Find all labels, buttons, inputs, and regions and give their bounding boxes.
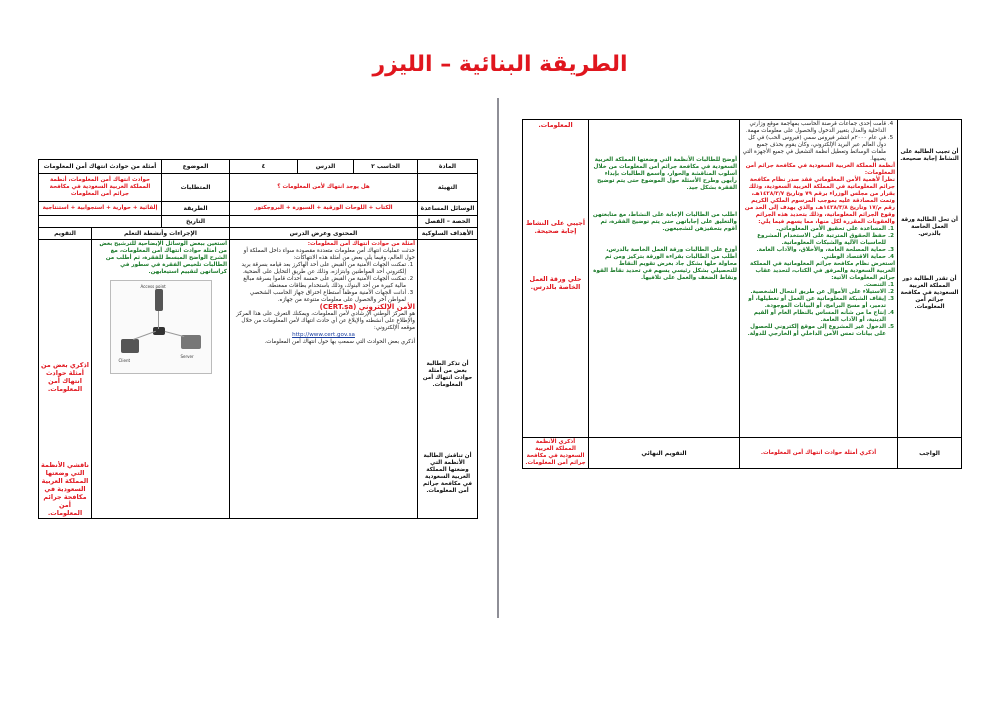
- eval-b: حلي ورقة العمل الخاصة بالدرس.: [529, 275, 582, 291]
- procedures-cell-right: [589, 120, 740, 438]
- content-item: 2. تمكنت الجهات الأمنية من القبض على خمسة أحداث قاموا بسرقة مبالغ مالية كبيرة من أحد البنوك، وذلك باستخدام بطاقات ممغنطة.: [232, 276, 406, 290]
- evaluation-cell: [39, 240, 92, 519]
- lesson-plan-table-left: [38, 159, 478, 519]
- content-item: 4. قامت إحدى جماعات قرصنة الحاسب بمهاجمة موقع وزارتي الداخلية والعدل بتغيير الدخول والحصول على معلومات مهمة.: [742, 121, 886, 135]
- law-goal: 2. حفظ الحقوق المترتبة على الاستخدام المشروع للحاسبات الآلية والشبكات المعلوماتية.: [742, 233, 886, 247]
- diagram-label: Client: [118, 358, 131, 363]
- page-divider: [497, 98, 499, 618]
- content-list: [232, 262, 415, 304]
- topic-value: أمثلة من حوادث انتهاك أمن المعلومات: [39, 160, 162, 174]
- content-header: المحتوى وعرض الدرس: [230, 228, 418, 240]
- goals-header: الأهداف السلوكية: [418, 228, 478, 240]
- cert-closing: أذكري بعض الحوادث التي سمعتِ بها حول انتهاك أمن المعلومات.: [264, 339, 416, 345]
- goal-b: أن تحل الطالبة ورقة العمل الخاصة بالدرس.: [901, 217, 958, 237]
- access-point-icon: [155, 289, 163, 311]
- goal-1: أن تذكر الطالبة بعض من أمثلة حوادث انتهاك أمن المعلومات.: [422, 361, 473, 388]
- penalties-list: [742, 282, 895, 338]
- goal-c: أن تقدر الطالبة دور المملكة العربية السعودية في مكافحة جرائم أمن المعلومات.: [900, 276, 959, 310]
- content-item: 1. تمكنت الجهات الأمنية من القبض على أحد الهاكرز بعد قيامه بسرقة بريد إلكتروني أحد المواطنين وابتزازه، وذلك عن طريق التحايل على الضحية.: [232, 262, 406, 276]
- page-title: الطريقة البنائية – الليزر: [372, 52, 628, 77]
- diagram-label: Server: [180, 354, 194, 359]
- requirements-label: المتطلبات: [162, 174, 230, 202]
- goal-a: أن تجيب الطالبة على النشاط إجابة صحيحة.: [900, 149, 959, 162]
- client-pc-icon: [121, 339, 139, 353]
- eval-top: المعلومات.: [538, 121, 573, 129]
- homework-label: الواجب: [898, 438, 962, 469]
- procedure-text: استعين ببعض الوسائل الإيضاحية للترشيح بعض من أمثلة حوادث انتهاك أمن المعلومات، مع الشرح الواضح المبسط للفقرة، ثم أطلب من الطالبات تلخيص الفقرة في سطور في كراساتهن لتقييم استيعابهن.: [99, 241, 228, 275]
- final-eval-value: أذكري أمثلة حوادث انتهاك أمن المعلومات.: [740, 438, 898, 469]
- cert-link[interactable]: http://www.cert.gov.sa: [292, 332, 355, 338]
- procedures-cell: [92, 240, 230, 519]
- final-eval-label: التقويم النهائي: [589, 438, 740, 469]
- law-goal: 3. حماية المصلحة العامة، والأخلاق، والآداب العامة.: [742, 247, 886, 254]
- lesson-label: الدرس: [298, 160, 354, 174]
- evaluation-header: التقويم: [39, 228, 92, 240]
- law-goal: 1. المساعدة على تحقيق الأمن المعلوماتي.: [742, 226, 886, 233]
- closing-value: أذكري الأنظمة المملكة العربية السعودية في مكافحة جرائم أمن المعلومات.: [523, 438, 589, 469]
- eval-1: اذكري بعض من أمثلة حوادث انتهاك أمن المعلومات.: [41, 361, 89, 393]
- method-label: الطريقة: [162, 202, 230, 216]
- content-item: 3. أدانت الجهات الأمنية موظفاً استطاع اختراق جهاز الحاسب الشخصي لمواطن آخر والحصول على معلومات متنوعة من جهازه.: [232, 290, 406, 304]
- subject-value: الحاسب ٢: [354, 160, 418, 174]
- eval-2: ناقشي الأنظمة التي وضعتها المملكة العربية السعودية في مكافحة جرائم أمن المعلومات.: [41, 461, 89, 517]
- lesson-value: ٤: [230, 160, 298, 174]
- penalty-item: 3. إيقاف الشبكة المعلوماتية عن العمل أو تعطيلها، أو تدمير، أو مسح البرامج، أو البيانات الموجودة.: [742, 296, 886, 310]
- content-cell-right: [740, 120, 898, 438]
- link-line: [164, 331, 184, 337]
- intro-value: هل يوجد انتهاك لأمن المعلومات ؟: [230, 174, 418, 202]
- diagram-label: Access point: [140, 284, 166, 289]
- goals-cell: [418, 240, 478, 519]
- class-label: الحصة – الفصل: [418, 216, 478, 228]
- penalty-item: 5. الدخول غير المشروع إلى موقع إلكتروني للحصول على بيانات تمس الأمن الداخلي أو الخارجي للدولة.: [742, 324, 886, 338]
- subject-label: المادة: [418, 160, 478, 174]
- link-line: [158, 311, 159, 329]
- content-item: 5. في عام ٢٠٠٠م انتشر فيروس سمي (فيروس الحب) في كل دول العالم عبر البريد الإلكتروني، وكان يقوم بحذف جميع ملفات الوسائط وتعطيل أنظمة التشغيل في جميع الأجهزة التي يصيبها.: [742, 135, 886, 163]
- evaluation-cell-right: [523, 120, 589, 438]
- procedure-2: اطلب من الطالبات الإجابة على النشاط، مع متابعتهن والتعليق على إجاباتهن حتى يتم توضيح الفقرة، ثم أقوم بتحفيزهن لتشجيعهن.: [592, 212, 737, 232]
- content-cell: [230, 240, 418, 519]
- link-line: [133, 331, 156, 340]
- procedure-3: أوزع على الطالبات ورقة العمل الخاصة بالدرس، أطلب من الطالبات بقراءة الورقة بتركيز ومن ثم محاولة حلها بشكل جاد بغرض تقويم النقاط للتحصيلي بشكل رئيسي يسهم في تحديد نقاط القوة ونقاط الضعف والعمل على تلافيها.: [593, 247, 737, 281]
- procedures-header: الإجراءات وأنشطة التعلم: [92, 228, 230, 240]
- penalty-item: 4. إنتاج ما من شأنه المساس بالنظام العام أو القيم الدينية، أو الآداب العامة.: [742, 310, 886, 324]
- method-value: إلقائية + حوارية + استجوابية + استنتاجية: [39, 202, 162, 216]
- cert-title: الأمن الإلكتروني (CERT.sa): [319, 303, 416, 311]
- law-goal: 4. حماية الاقتصاد الوطني.: [742, 254, 886, 261]
- topic-label: الموضوع: [162, 160, 230, 174]
- penalty-item: 1. التنصت.: [742, 282, 886, 289]
- lesson-plan-table-right: [522, 119, 962, 469]
- goals-cell-right: [898, 120, 962, 438]
- eval-a: أجيبي على النشاط إجابة صحيحة.: [525, 219, 586, 235]
- laws-heading: أنظمة المملكة العربية السعودية في مكافحة جرائم أمن المعلومات:: [745, 163, 895, 176]
- content-heading: أمثلة من حوادث انتهاك أمن المعلومات:: [307, 241, 416, 247]
- penalties-text: استعرض نظام مكافحة جرائم المعلوماتية في المملكة العربية السعودية والمرفق في الكتاب، لتحديد عقاب جرائم المعلومات الآتية:: [750, 261, 895, 281]
- date-label: التاريخ: [162, 216, 230, 228]
- penalty-item: 2. الاستيلاء على الأموال عن طريق انتحال الشخصية.: [742, 289, 886, 296]
- procedure-1: أوضح للطالبات الأنظمة التي وضعتها المملكة العربية السعودية في مكافحة جرائم أمن المعلومات من خلال أسلوب المناقشة والحوار، وأسمع الطالبات بإبداء رأيهن وطرح الأسئلة حول الموضوع حتى يتم توضيح الفقرة بشكل جيد.: [593, 157, 737, 191]
- goal-2: أن تناقش الطالبة الأنظمة التي وضعتها المملكة العربية السعودية في مكافحة جرائم أمن المعلومات.: [422, 453, 473, 494]
- intro-label: التهيئة: [418, 174, 478, 202]
- aids-value: الكتاب + اللوحات الورقية + السبورة + البروجكتور: [230, 202, 418, 216]
- incident-list: [742, 121, 895, 163]
- aids-label: الوسائل المساعدة: [418, 202, 478, 216]
- content-intro: حدثت عمليات انتهاك أمن معلومات متعددة مقصودة سواء داخل المملكة أو حول العالم، وفيما يلي بعض من أمثلة هذه الانتهاكات:: [243, 248, 416, 261]
- class-value: [230, 216, 418, 228]
- network-diagram: [110, 280, 212, 374]
- date-value: [39, 216, 162, 228]
- cert-text: هو المركز الوطني الإرشادي لأمن المعلومات، ويمكنك التعرف على هذا المركز والإطلاع على أنشطته والإبلاغ عن أي حادث انتهاك لأمن المعلومات من خلال موقعه الإلكتروني:: [236, 311, 416, 331]
- requirements-value: حوادث انتهاك أمن المعلومات، أنظمة المملكة العربية السعودية في مكافحة جرائم أمن المعلومات: [39, 174, 162, 202]
- laws-goals-list: [742, 226, 895, 261]
- laws-text: نظراً لأهمية الأمن المعلوماتي فقد صدر نظام مكافحة جرائم المعلوماتية في المملكة العربية السعودية، وذلك بقرار من مجلس الوزراء برقم ٧٩ وتاريخ ١٤٢٨/٣/٧هـ، وتمت المصادقة عليه بموجب المرسوم الملكي الكريم رقم م/١٧ وتاريخ ١٤٢٨/٣/٨هـ، والذي يهدف إلى الحد من وقوع الجرائم المعلوماتية، وذلك بتحديد هذه الجرائم والعقوبات المقررة لكل منها، مما يسهم فيما يلي:: [744, 177, 895, 225]
